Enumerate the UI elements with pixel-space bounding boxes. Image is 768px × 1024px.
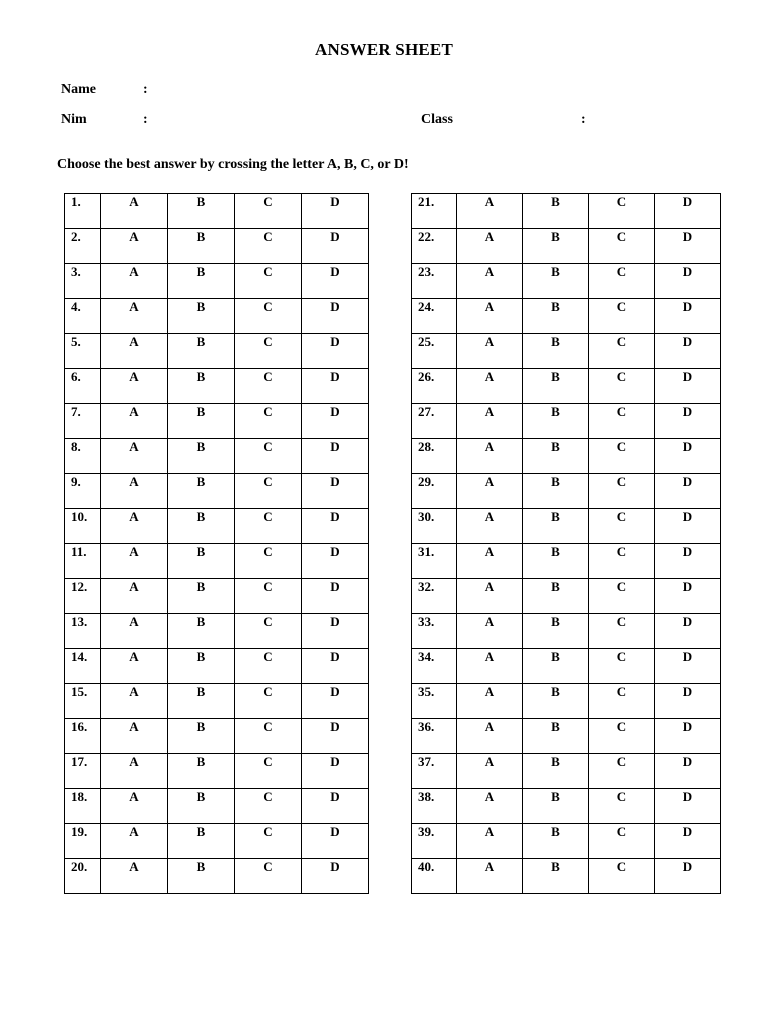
question-number: 38. (412, 789, 457, 824)
answer-option-d[interactable]: D (302, 299, 369, 334)
answer-option-b[interactable]: B (168, 614, 235, 649)
answer-option-a[interactable]: A (457, 194, 523, 229)
answer-option-a[interactable]: A (457, 719, 523, 754)
answer-option-d[interactable]: D (655, 439, 721, 474)
answer-option-c[interactable]: C (589, 649, 655, 684)
answer-option-d[interactable]: D (655, 229, 721, 264)
question-number: 39. (412, 824, 457, 859)
answer-option-a[interactable]: A (457, 509, 523, 544)
question-number: 3. (65, 264, 101, 299)
answer-row (65, 649, 369, 684)
answer-option-c[interactable]: C (235, 509, 302, 544)
question-number: 22. (412, 229, 457, 264)
answer-option-b[interactable]: B (523, 404, 589, 439)
answer-option-b[interactable]: B (168, 264, 235, 299)
answer-option-a[interactable]: A (101, 299, 168, 334)
answer-option-b[interactable]: B (523, 474, 589, 509)
question-number: 23. (412, 264, 457, 299)
answer-option-c[interactable]: C (235, 614, 302, 649)
answer-option-d[interactable]: D (302, 509, 369, 544)
answer-option-b[interactable]: B (523, 334, 589, 369)
answer-option-c[interactable]: C (235, 544, 302, 579)
answer-option-a[interactable]: A (457, 369, 523, 404)
answer-option-d[interactable]: D (655, 614, 721, 649)
answer-row (412, 229, 721, 264)
answer-row (65, 859, 369, 894)
answer-row (65, 264, 369, 299)
answer-row (65, 229, 369, 264)
answer-option-b[interactable]: B (523, 859, 589, 894)
answer-option-c[interactable]: C (235, 789, 302, 824)
answer-option-a[interactable]: A (101, 859, 168, 894)
answer-option-d[interactable]: D (655, 859, 721, 894)
answer-option-b[interactable]: B (523, 439, 589, 474)
answer-option-b[interactable]: B (168, 509, 235, 544)
answer-option-d[interactable]: D (302, 474, 369, 509)
answer-row (412, 614, 721, 649)
answer-row (65, 684, 369, 719)
answer-option-a[interactable]: A (457, 789, 523, 824)
answer-row (412, 334, 721, 369)
question-number: 5. (65, 334, 101, 369)
answer-option-b[interactable]: B (168, 544, 235, 579)
answer-option-b[interactable]: B (168, 299, 235, 334)
answer-option-c[interactable]: C (589, 754, 655, 789)
answer-option-b[interactable]: B (523, 264, 589, 299)
answer-option-a[interactable]: A (457, 229, 523, 264)
question-number: 40. (412, 859, 457, 894)
answer-option-b[interactable]: B (168, 194, 235, 229)
answer-option-a[interactable]: A (457, 614, 523, 649)
answer-option-c[interactable]: C (235, 439, 302, 474)
answer-row (412, 264, 721, 299)
answer-option-a[interactable]: A (457, 264, 523, 299)
answer-option-c[interactable]: C (589, 439, 655, 474)
answer-option-d[interactable]: D (655, 299, 721, 334)
answer-option-d[interactable]: D (302, 544, 369, 579)
answer-option-a[interactable]: A (101, 334, 168, 369)
answer-option-c[interactable]: C (589, 299, 655, 334)
answer-option-c[interactable]: C (589, 229, 655, 264)
question-number: 2. (65, 229, 101, 264)
class-colon: : (581, 112, 586, 127)
answer-option-b[interactable]: B (523, 229, 589, 264)
answer-option-d[interactable]: D (302, 404, 369, 439)
answer-option-c[interactable]: C (589, 614, 655, 649)
answer-option-a[interactable]: A (457, 754, 523, 789)
question-number: 7. (65, 404, 101, 439)
answer-row (65, 719, 369, 754)
answer-option-d[interactable]: D (302, 439, 369, 474)
answer-row (65, 824, 369, 859)
answer-option-c[interactable]: C (589, 579, 655, 614)
answer-row (65, 474, 369, 509)
answer-row (412, 719, 721, 754)
answer-option-d[interactable]: D (302, 789, 369, 824)
answer-option-b[interactable]: B (523, 299, 589, 334)
answer-option-b[interactable]: B (168, 369, 235, 404)
question-number: 9. (65, 474, 101, 509)
answer-option-b[interactable]: B (523, 824, 589, 859)
answer-option-c[interactable]: C (235, 684, 302, 719)
answer-row (412, 474, 721, 509)
answer-option-a[interactable]: A (101, 264, 168, 299)
answer-option-d[interactable]: D (302, 824, 369, 859)
answer-row (65, 579, 369, 614)
question-number: 37. (412, 754, 457, 789)
answer-option-d[interactable]: D (655, 369, 721, 404)
answer-option-d[interactable]: D (655, 649, 721, 684)
answer-option-a[interactable]: A (101, 614, 168, 649)
answer-option-c[interactable]: C (235, 824, 302, 859)
answer-option-c[interactable]: C (235, 754, 302, 789)
answer-option-c[interactable]: C (235, 579, 302, 614)
question-number: 18. (65, 789, 101, 824)
answer-option-a[interactable]: A (101, 824, 168, 859)
answer-option-d[interactable]: D (302, 649, 369, 684)
answer-option-a[interactable]: A (101, 229, 168, 264)
answer-row (412, 684, 721, 719)
answer-option-b[interactable]: B (168, 789, 235, 824)
answer-row (412, 859, 721, 894)
answer-option-d[interactable]: D (655, 264, 721, 299)
question-number: 10. (65, 509, 101, 544)
answer-option-a[interactable]: A (101, 544, 168, 579)
answer-row (412, 649, 721, 684)
answer-option-b[interactable]: B (523, 719, 589, 754)
nim-label: Nim (61, 112, 87, 127)
answer-option-a[interactable]: A (101, 369, 168, 404)
answer-option-d[interactable]: D (302, 754, 369, 789)
answer-row (65, 789, 369, 824)
nim-colon: : (143, 112, 148, 127)
answer-option-b[interactable]: B (523, 789, 589, 824)
answer-option-b[interactable]: B (523, 509, 589, 544)
answer-option-d[interactable]: D (655, 509, 721, 544)
answer-option-c[interactable]: C (235, 334, 302, 369)
answer-option-c[interactable]: C (589, 719, 655, 754)
answer-option-b[interactable]: B (523, 649, 589, 684)
answer-option-d[interactable]: D (655, 194, 721, 229)
question-number: 33. (412, 614, 457, 649)
answer-option-a[interactable]: A (457, 649, 523, 684)
answer-row (65, 439, 369, 474)
answer-option-b[interactable]: B (523, 369, 589, 404)
answer-option-a[interactable]: A (457, 544, 523, 579)
question-number: 4. (65, 299, 101, 334)
answer-option-c[interactable]: C (589, 859, 655, 894)
question-number: 20. (65, 859, 101, 894)
answer-row (412, 404, 721, 439)
answer-option-a[interactable]: A (457, 334, 523, 369)
answer-option-a[interactable]: A (101, 719, 168, 754)
answer-option-b[interactable]: B (523, 754, 589, 789)
answer-option-b[interactable]: B (168, 474, 235, 509)
answer-option-d[interactable]: D (302, 579, 369, 614)
answer-option-d[interactable]: D (655, 579, 721, 614)
answer-row (412, 579, 721, 614)
answer-option-d[interactable]: D (302, 684, 369, 719)
answer-option-c[interactable]: C (589, 544, 655, 579)
answer-option-d[interactable]: D (655, 684, 721, 719)
answer-option-d[interactable]: D (302, 859, 369, 894)
question-number: 11. (65, 544, 101, 579)
question-number: 36. (412, 719, 457, 754)
answer-option-d[interactable]: D (302, 719, 369, 754)
answer-option-d[interactable]: D (655, 754, 721, 789)
answer-option-a[interactable]: A (101, 754, 168, 789)
answer-option-d[interactable]: D (655, 719, 721, 754)
answer-row (65, 509, 369, 544)
answer-option-c[interactable]: C (589, 194, 655, 229)
answer-option-c[interactable]: C (235, 719, 302, 754)
answer-option-b[interactable]: B (168, 754, 235, 789)
name-label: Name (61, 82, 96, 97)
answer-row (65, 299, 369, 334)
answer-option-b[interactable]: B (168, 229, 235, 264)
answer-option-a[interactable]: A (101, 439, 168, 474)
answer-row (412, 754, 721, 789)
question-number: 35. (412, 684, 457, 719)
answer-row (412, 439, 721, 474)
answer-option-a[interactable]: A (101, 404, 168, 439)
question-number: 31. (412, 544, 457, 579)
answer-option-d[interactable]: D (302, 229, 369, 264)
answer-option-c[interactable]: C (589, 369, 655, 404)
answer-option-d[interactable]: D (302, 334, 369, 369)
answer-option-d[interactable]: D (655, 789, 721, 824)
question-number: 8. (65, 439, 101, 474)
answer-option-b[interactable]: B (168, 579, 235, 614)
answer-option-c[interactable]: C (235, 194, 302, 229)
instruction-text: Choose the best answer by crossing the letter A, B, C, or D! (57, 157, 409, 172)
answer-row (412, 544, 721, 579)
answer-option-d[interactable]: D (655, 824, 721, 859)
answer-row (65, 614, 369, 649)
class-label: Class (421, 112, 453, 127)
answer-option-b[interactable]: B (523, 614, 589, 649)
question-number: 16. (65, 719, 101, 754)
question-number: 32. (412, 579, 457, 614)
answer-table-left (64, 193, 369, 894)
answer-row (65, 369, 369, 404)
answer-option-a[interactable]: A (457, 824, 523, 859)
answer-option-a[interactable]: A (101, 684, 168, 719)
answer-option-a[interactable]: A (457, 439, 523, 474)
answer-option-b[interactable]: B (168, 684, 235, 719)
answer-row (65, 194, 369, 229)
question-number: 26. (412, 369, 457, 404)
answer-option-b[interactable]: B (168, 824, 235, 859)
answer-option-c[interactable]: C (235, 229, 302, 264)
answer-option-a[interactable]: A (457, 859, 523, 894)
answer-option-a[interactable]: A (101, 509, 168, 544)
question-number: 1. (65, 194, 101, 229)
question-number: 12. (65, 579, 101, 614)
answer-option-a[interactable]: A (457, 404, 523, 439)
question-number: 6. (65, 369, 101, 404)
name-colon: : (143, 82, 148, 97)
question-number: 24. (412, 299, 457, 334)
answer-option-c[interactable]: C (589, 334, 655, 369)
answer-option-b[interactable]: B (523, 684, 589, 719)
answer-row (65, 404, 369, 439)
question-number: 15. (65, 684, 101, 719)
answer-option-c[interactable]: C (235, 859, 302, 894)
answer-option-a[interactable]: A (101, 579, 168, 614)
answer-option-b[interactable]: B (168, 404, 235, 439)
answer-row (412, 299, 721, 334)
answer-option-b[interactable]: B (168, 859, 235, 894)
answer-option-c[interactable]: C (235, 649, 302, 684)
question-number: 14. (65, 649, 101, 684)
answer-option-c[interactable]: C (235, 404, 302, 439)
answer-option-b[interactable]: B (523, 579, 589, 614)
answer-table-right (411, 193, 721, 894)
answer-row (412, 194, 721, 229)
answer-option-b[interactable]: B (523, 544, 589, 579)
answer-option-d[interactable]: D (655, 404, 721, 439)
answer-option-b[interactable]: B (168, 439, 235, 474)
question-number: 13. (65, 614, 101, 649)
answer-option-c[interactable]: C (589, 264, 655, 299)
question-number: 27. (412, 404, 457, 439)
answer-option-a[interactable]: A (101, 194, 168, 229)
answer-option-d[interactable]: D (655, 334, 721, 369)
question-number: 25. (412, 334, 457, 369)
answer-row (412, 509, 721, 544)
answer-option-d[interactable]: D (302, 614, 369, 649)
question-number: 17. (65, 754, 101, 789)
answer-option-c[interactable]: C (235, 474, 302, 509)
answer-option-c[interactable]: C (235, 264, 302, 299)
question-number: 30. (412, 509, 457, 544)
question-number: 19. (65, 824, 101, 859)
question-number: 21. (412, 194, 457, 229)
answer-option-a[interactable]: A (101, 649, 168, 684)
answer-option-c[interactable]: C (589, 789, 655, 824)
answer-option-d[interactable]: D (302, 369, 369, 404)
answer-row (65, 754, 369, 789)
answer-option-a[interactable]: A (457, 684, 523, 719)
answer-option-a[interactable]: A (457, 474, 523, 509)
answer-option-c[interactable]: C (589, 684, 655, 719)
question-number: 28. (412, 439, 457, 474)
answer-option-a[interactable]: A (101, 474, 168, 509)
answer-row (412, 824, 721, 859)
answer-option-a[interactable]: A (101, 789, 168, 824)
answer-option-b[interactable]: B (168, 719, 235, 754)
answer-option-b[interactable]: B (523, 194, 589, 229)
answer-option-c[interactable]: C (235, 299, 302, 334)
answer-option-c[interactable]: C (589, 404, 655, 439)
answer-option-d[interactable]: D (302, 264, 369, 299)
page-title: ANSWER SHEET (315, 40, 453, 59)
answer-option-b[interactable]: B (168, 334, 235, 369)
answer-option-c[interactable]: C (589, 509, 655, 544)
answer-option-c[interactable]: C (589, 824, 655, 859)
answer-row (412, 369, 721, 404)
answer-option-c[interactable]: C (589, 474, 655, 509)
question-number: 29. (412, 474, 457, 509)
answer-row (65, 544, 369, 579)
answer-option-a[interactable]: A (457, 579, 523, 614)
answer-option-d[interactable]: D (302, 194, 369, 229)
answer-option-a[interactable]: A (457, 299, 523, 334)
answer-row (65, 334, 369, 369)
answer-option-c[interactable]: C (235, 369, 302, 404)
answer-option-b[interactable]: B (168, 649, 235, 684)
question-number: 34. (412, 649, 457, 684)
answer-row (412, 789, 721, 824)
answer-option-d[interactable]: D (655, 544, 721, 579)
answer-option-d[interactable]: D (655, 474, 721, 509)
